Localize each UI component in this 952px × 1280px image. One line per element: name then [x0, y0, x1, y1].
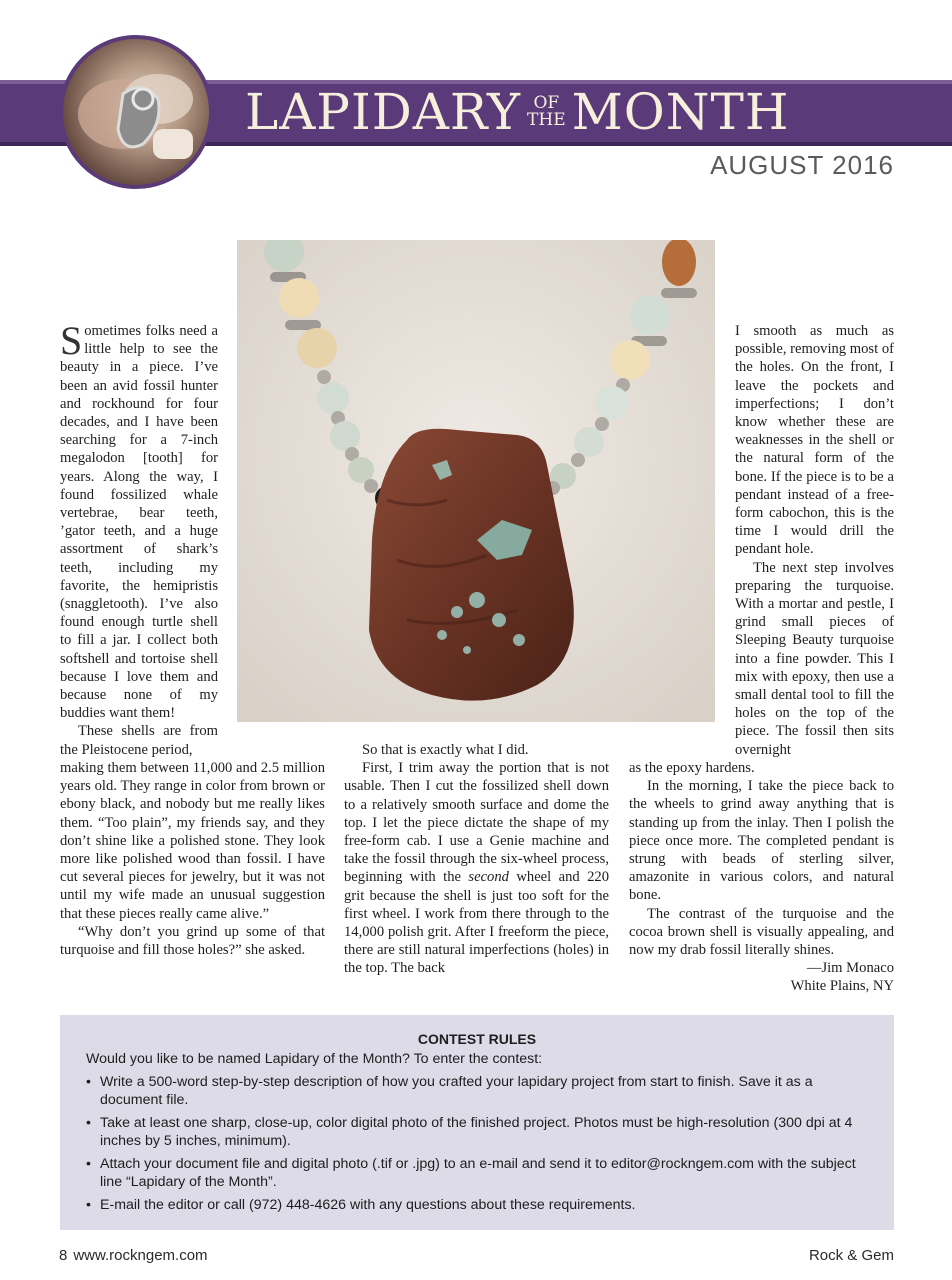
page-title	[245, 82, 790, 142]
article-column-3-lower	[629, 759, 894, 996]
author-name: —Jim Monaco	[806, 960, 894, 977]
contest-rules-box	[60, 1015, 894, 1230]
article-paragraph-text: ometimes folks need a little help to see the beauty in a piece. I’ve been an avid fossil hunter and rockhound for four decades, and I have been searching for a 7-inch megalodon [tooth] for years. Along the way, I found fossilized whale vertebrae, bear teeth, ’gator teeth, and a huge assortment of shark’s teeth, including my favorite, the hemipristis (snaggletooth). I’ve also found enough turtle shell to fill a jar. I collect both softshell and tortoise shell because I love them and because none of my buddies want them!	[60, 323, 218, 722]
article-paragraph: The next step involves preparing the turquoise. With a mortar and pestle, I grind small pieces of Sleeping Beauty turquoise into a fine powder. This I mix with epoxy, then use a small dental tool to fill the holes on the top of the piece. The fossil then sits overnight	[735, 559, 894, 758]
page-number: 8	[59, 1247, 68, 1264]
article-paragraph: The contrast of the turquoise and the cocoa brown shell is visually appealing, and now my drab fossil literally shines.	[629, 905, 894, 959]
article-paragraph: “Why don’t you grind up some of that turquoise and fill those holes?” she asked.	[60, 923, 325, 959]
article-paragraph: First, I trim away the portion that is not usable. Then I cut the fossilized shell down to a relatively smooth surface and dome the top. I let the piece dictate the shape of my free-form cab. I use a Genie machine and take the fossil through the six-wheel process, beginning with the second wheel and 220 grit because the shell is just too soft for the first wheel. I work from there through to the 14,000 polish grit. After I freeform the piece, there are still natural imperfections (holes) in the top. The back	[344, 760, 609, 977]
article-column-1	[60, 318, 218, 759]
contest-rule-item: • Write a 500-word step-by-step description of how you crafted your lapidary project from start to finish. Save it as a document file.	[86, 1074, 868, 1109]
emphasis-text: second	[468, 869, 509, 886]
issue-date: AUGUST 2016	[710, 150, 894, 180]
article-paragraph: I smooth as much as possible, removing most of the holes. On the front, I leave the pockets and imperfections; I don’t know whether these are weaknesses in the shell or the natural form of the bone. If the piece is to be a pendant instead of a free-form cabochon, this is the time I would drill the pendant hole.	[735, 323, 894, 558]
footer-left	[59, 1247, 208, 1264]
article-paragraph	[60, 318, 218, 722]
article-paragraph: These shells are from the Pleistocene period,	[60, 723, 218, 758]
title-lapidary: LAPIDARY	[245, 83, 522, 141]
article-column-3	[735, 322, 894, 759]
title-of: OF	[533, 93, 560, 113]
article-column-2	[344, 741, 609, 978]
drop-cap: S	[60, 318, 83, 363]
title-of-the	[527, 95, 566, 129]
contest-rule-item: • Take at least one sharp, close-up, color digital photo of the finished project. Photos must be high-resolution (300 dpi at 4 inches by 5 inches, minimum).	[86, 1115, 868, 1150]
contest-rule-item: • E-mail the editor or call (972) 448-4626 with any questions about these requirements.	[86, 1197, 868, 1215]
article-paragraph: So that is exactly what I did.	[362, 742, 529, 758]
title-the: THE	[527, 110, 566, 130]
title-month: MONTH	[571, 83, 790, 141]
article-column-1-lower	[60, 759, 325, 959]
magazine-name: Rock & Gem	[808, 1247, 894, 1264]
article-paragraph: making them between 11,000 and 2.5 million years old. They range in color from brown or ebony black, and nobody but me really likes them. “Too plain”, my friends say, and they don’t shine like a polished stone. They look more like polished wood than fossil. I have cut several pieces for jewelry, but it was not until my wife made an unusual suggestion that these pieces really came alive.”	[60, 760, 325, 922]
article-paragraph: In the morning, I take the piece back to the wheels to grind away anything that is standing up from the inlay. Then I polish the piece once more. The completed pendant is strung with beads of sterling silver, amazonite in various colors, and natural bone.	[629, 778, 894, 904]
hands-holding-pendant-image	[63, 39, 209, 185]
contest-rules-list	[86, 1074, 868, 1215]
website-link[interactable]: www.rockngem.com	[73, 1247, 208, 1264]
article-paragraph: as the epoxy hardens.	[629, 760, 755, 776]
contest-rule-item: • Attach your document file and digital photo (.tif or .jpg) to an e-mail and send it to editor@rockngem.com with the subject line “Lapidary of the Month”.	[86, 1156, 868, 1191]
author-location: White Plains, NY	[790, 978, 894, 995]
contest-rules-title: CONTEST RULES	[417, 1031, 537, 1047]
header-photo-badge	[59, 35, 213, 189]
contest-rules-intro: Would you like to be named Lapidary of the Month? To enter the contest:	[86, 1050, 543, 1067]
pendant-photo	[237, 240, 715, 722]
fossil-pendant	[369, 429, 574, 701]
